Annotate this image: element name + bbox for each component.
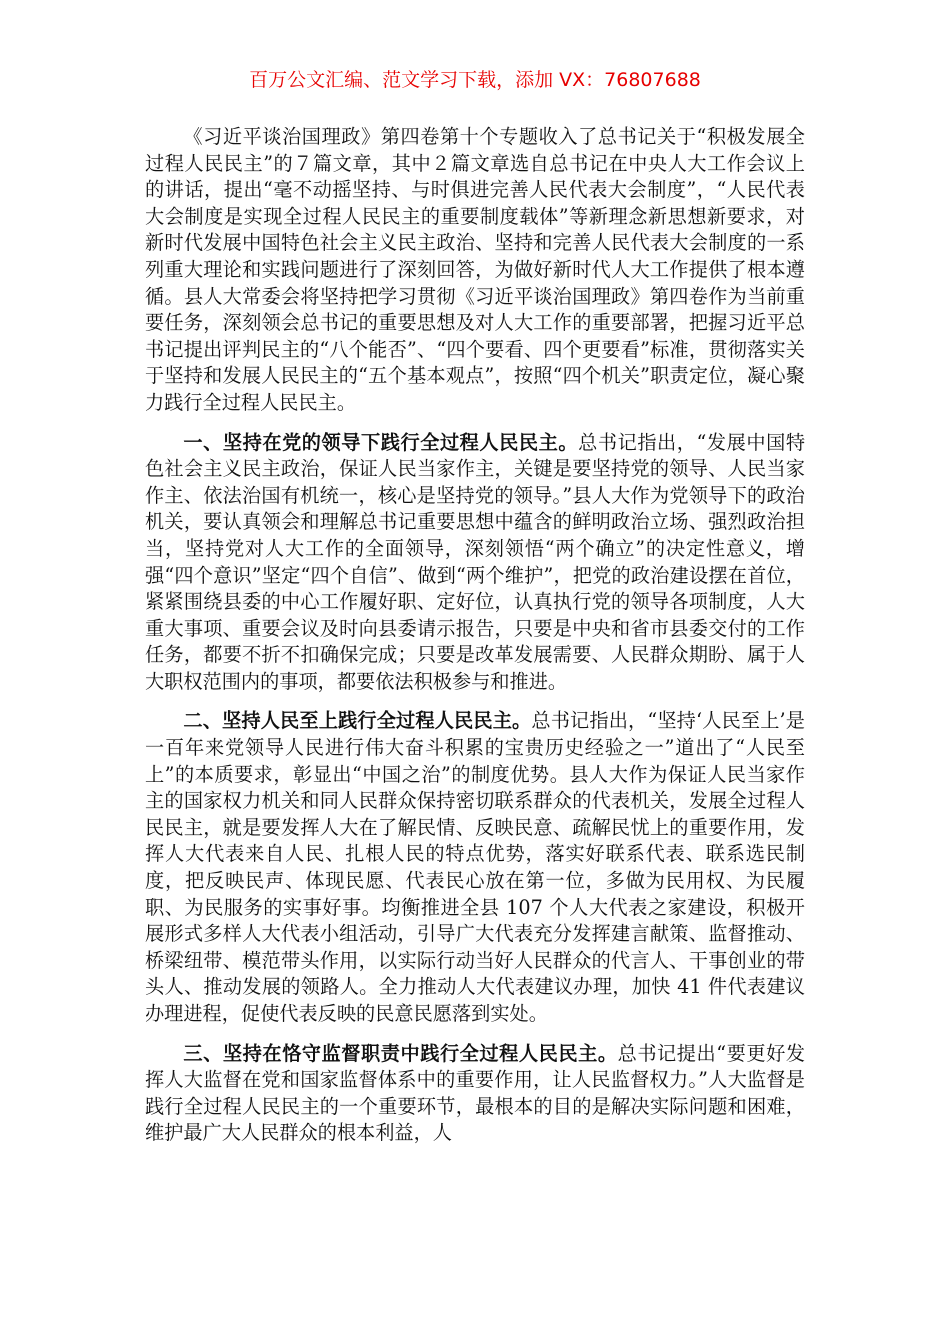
paragraph-text: 《习近平谈治国理政》第四卷第十个专题收入了总书记关于“积极发展全过程人民民主”的７篇文章，其中２篇文章选自总书记在中央人大工作会议上的讲话，提出“毫不动摇坚持、与时俱进完善人民代表大会制度”，“人民代表大会制度是实现全过程人民民主的重要制度载体”等新理念新思想新要求，对新时代发展中国特色社会主义民主政治、坚持和完善人民代表大会制度的一系列重大理论和实践问题进行了深刻回答，为做好新时代人大工作提供了根本遵循。县人大常委会将坚持把学习贯彻《习近平谈治国理政》第四卷作为当前重要任务，深刻领会总书记的重要思想及对人大工作的重要部署，把握习近平总书记提出评判民主的“八个能否”、“四个要看、四个更要看”标准，贯彻落实关于坚持和发展人民民主的“五个基本观点”，按照“四个机关”职责定位，凝心聚力践行全过程人民民主。 bbox=[145, 125, 805, 414]
section-two-heading: 二、坚持人民至上践行全过程人民民主。 bbox=[183, 709, 532, 733]
paragraph-text: 总书记指出，“坚持‘人民至上’是一百年来党领导人民进行伟大奋斗积累的宝贵历史经验之一”道出了“人民至上”的本质要求，彰显出“中国之治”的制度优势。县人大作为保证人民当家作主的国家权力机关和同人民群众保持密切联系群众的代表机关，发展全过程人民民主，就是要发挥人大在了解民情、反映民意、疏解民忧上的重要作用，发挥人大代表来自人民、扎根人民的特点优势，落实好联系代表、联系选民制度，把反映民声、体现民愿、代表民心放在第一位，多做为民用权、为民履职、为民服务的实事好事。均衡推进全县 107 个人大代表之家建设，积极开展形式多样人大代表小组活动，引导广大代表充分发挥建言献策、监督推动、桥梁纽带、模范带头作用，以实际行动当好人民群众的代言人、干事创业的带头人、推动发展的领路人。全力推动人大代表建议办理，加快 41 件代表建议办理进程，促使代表反映的民意民愿落到实处。 bbox=[145, 709, 805, 1025]
section-one-paragraph bbox=[145, 430, 805, 696]
intro-paragraph bbox=[145, 124, 805, 417]
section-three-paragraph bbox=[145, 1041, 805, 1147]
paragraph-text: 总书记提出“要更好发挥人大监督在党和国家监督体系中的重要作用，让人民监督权力。”人大监督是践行全过程人民民主的一个重要环节，最根本的目的是解决实际问题和困难，维护最广大人民群众的根本利益，人 bbox=[145, 1041, 806, 1145]
section-two-paragraph bbox=[145, 708, 805, 1027]
section-three-heading: 三、坚持在恪守监督职责中践行全过程人民民主。 bbox=[183, 1041, 618, 1065]
section-one-heading: 一、坚持在党的领导下践行全过程人民民主。 bbox=[183, 430, 579, 454]
paragraph-text: 总书记指出，“发展中国特色社会主义民主政治，保证人民当家作主，关键是要坚持党的领导、人民当家作主、依法治国有机统一，核心是坚持党的领导。”县人大作为党领导下的政治机关，要认真领会和理解总书记重要思想中蕴含的鲜明政治立场、强烈政治担当，坚持党对人大工作的全面领导，深刻领悟“两个确立”的决定性意义，增强“四个意识”坚定“四个自信”、做到“两个维护”，把党的政治建设摆在首位，紧紧围绕县委的中心工作履好职、定好位，认真执行党的领导各项制度，人大重大事项、重要会议及时向县委请示报告，只要是中央和省市县委交付的工作任务，都要不折不扣确保完成；只要是改革发展需要、人民群众期盼、属于人大职权范围内的事项，都要依法积极参与和推进。 bbox=[145, 430, 806, 693]
watermark-banner: 百万公文汇编、范文学习下载，添加 VX：76807688 bbox=[249, 69, 701, 91]
document-body bbox=[145, 124, 805, 1147]
